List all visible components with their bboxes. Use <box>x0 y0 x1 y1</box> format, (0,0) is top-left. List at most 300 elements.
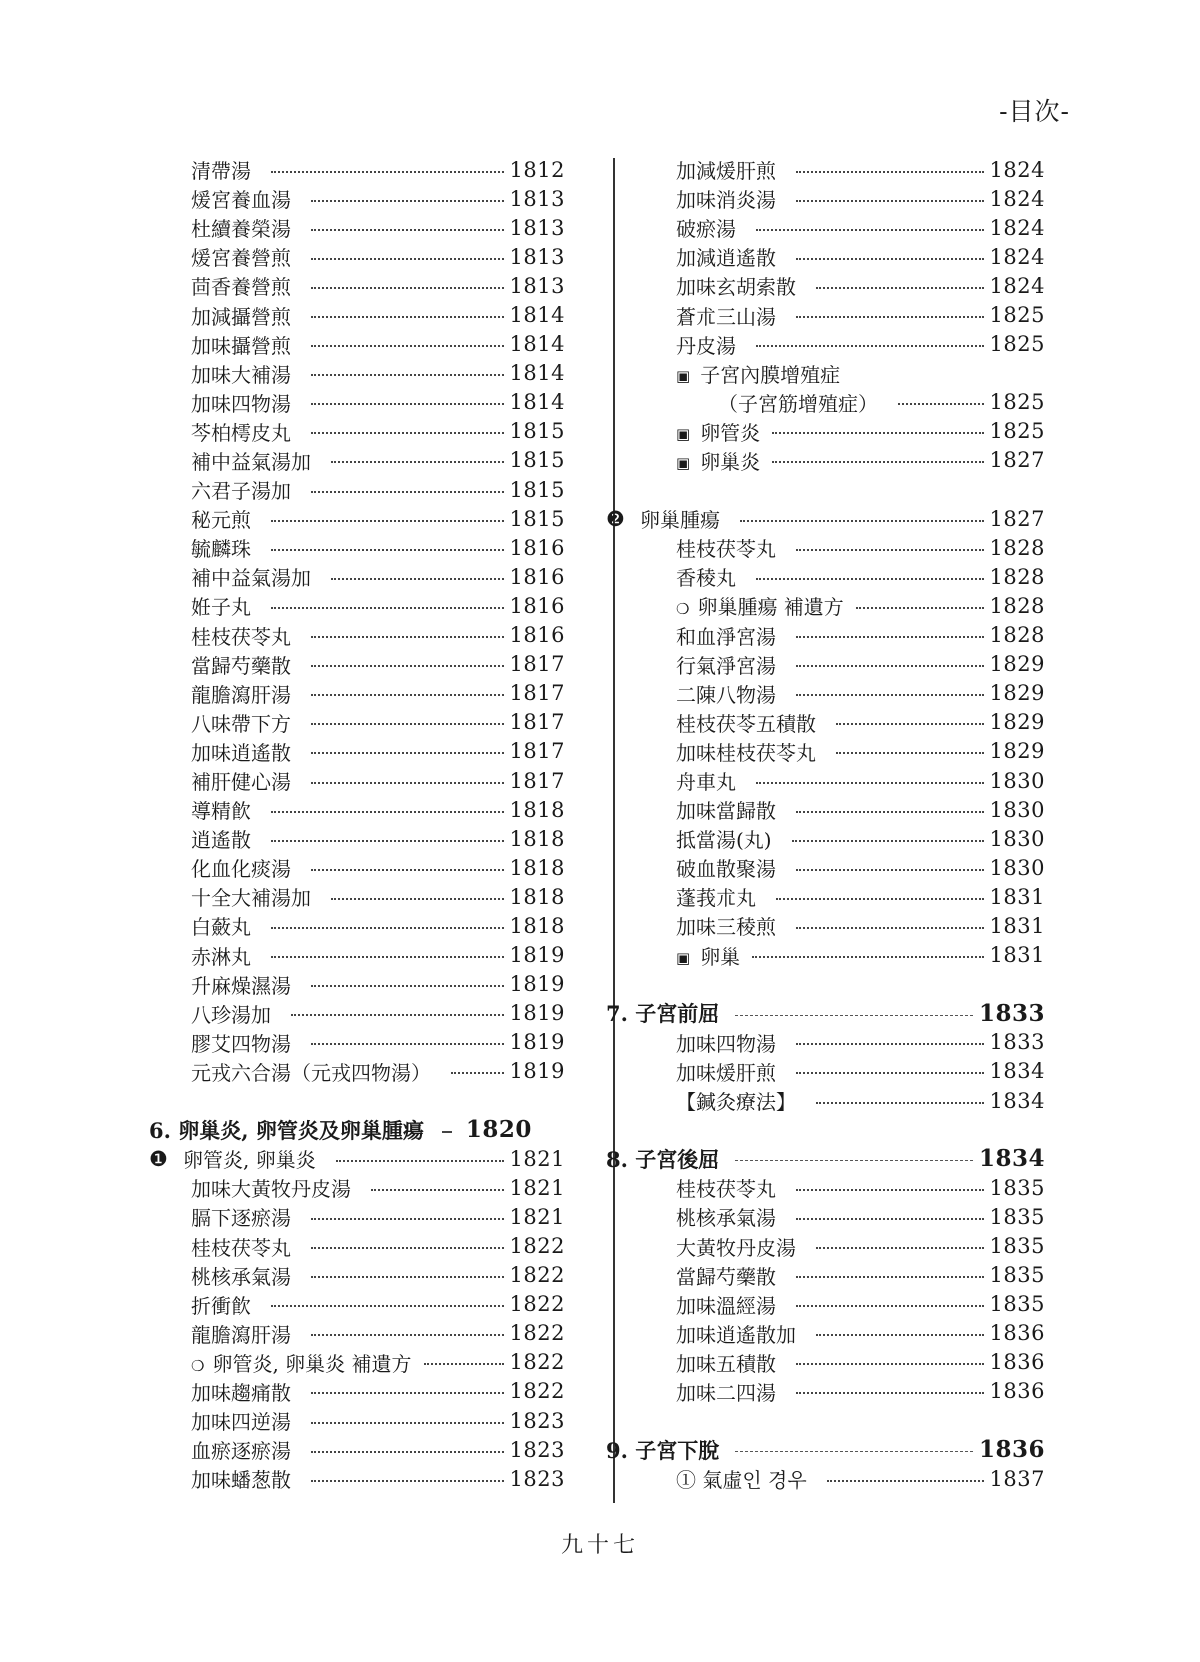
entry-title: 6. 卵巢炎, 卵管炎及卵巢腫瘍 <box>149 1117 424 1143</box>
leader-dots <box>796 665 984 667</box>
entry-title: 8. 子宮後屈 <box>606 1146 720 1172</box>
page-number: 1824 <box>989 244 1045 269</box>
page-number: 1819 <box>509 943 565 968</box>
leader-dots <box>311 403 504 405</box>
page-number: 1822 <box>509 1321 565 1346</box>
toc-entry[interactable] <box>155 533 565 562</box>
leader-dots <box>271 520 504 522</box>
entry-title: 導精飮 <box>191 799 251 824</box>
toc-entry[interactable] <box>640 184 1045 213</box>
leader-dots <box>772 432 983 434</box>
leader-dots <box>796 549 984 551</box>
page-number: 1815 <box>509 477 565 502</box>
toc-entry[interactable] <box>155 999 565 1028</box>
leader-dots <box>796 1276 984 1278</box>
leader-dots <box>311 1480 504 1482</box>
toc-entry[interactable] <box>640 1086 1045 1115</box>
entry-title: ▣ 卵巢炎 <box>676 449 761 474</box>
toc-entry[interactable] <box>155 446 565 475</box>
toc-right-column <box>606 155 1045 1493</box>
leader-dots <box>311 287 504 289</box>
leader-dots <box>291 1014 504 1016</box>
leader-dots <box>735 1015 973 1016</box>
toc-entry[interactable] <box>155 417 565 446</box>
entry-title: 加味消炎湯 <box>676 188 776 213</box>
page-number: 1813 <box>509 215 565 240</box>
toc-entry[interactable] <box>640 882 1045 911</box>
leader-dots <box>271 811 504 813</box>
spacer <box>640 1406 1045 1435</box>
page-number: 1812 <box>509 157 565 182</box>
toc-entry[interactable] <box>155 795 565 824</box>
toc-entry[interactable] <box>155 1231 565 1260</box>
entry-title: 加味四物湯 <box>676 1031 776 1056</box>
leader-dots <box>311 985 504 987</box>
toc-entry[interactable] <box>155 242 565 271</box>
entry-title: 丹皮湯 <box>676 333 736 358</box>
page-number: 1836 <box>989 1379 1045 1404</box>
leader-dots <box>311 1247 504 1249</box>
toc-entry[interactable] <box>155 1290 565 1319</box>
square-bullet-icon: ▣ <box>676 366 691 385</box>
entry-title: 秘元煎 <box>191 508 251 533</box>
circled-number: ❷ <box>606 506 625 531</box>
leader-dots <box>796 1363 984 1365</box>
leader-dots <box>898 403 984 405</box>
leader-dots <box>796 1392 984 1394</box>
toc-entry[interactable] <box>155 1435 565 1464</box>
leader-dots <box>311 636 504 638</box>
spacer <box>640 970 1045 999</box>
leader-dots <box>756 782 984 784</box>
toc-entry[interactable] <box>640 533 1045 562</box>
entry-title: 桂枝茯苓丸 <box>191 624 291 649</box>
toc-entry[interactable] <box>155 737 565 766</box>
page-number: 1831 <box>989 943 1045 968</box>
entry-title: 白蘞丸 <box>191 915 251 940</box>
page-number: 1819 <box>509 1001 565 1026</box>
leader-dots <box>796 258 984 260</box>
leader-dots <box>796 200 984 202</box>
entry-title: 桂枝茯苓五積散 <box>676 711 816 736</box>
toc-entry[interactable] <box>155 213 565 242</box>
entry-title: 加味三稜煎 <box>676 915 776 940</box>
leader-dots <box>311 665 504 667</box>
page-number: 1813 <box>509 186 565 211</box>
toc-entry[interactable] <box>640 417 1045 446</box>
leader-dots <box>740 520 984 522</box>
toc-entry[interactable] <box>640 1319 1045 1348</box>
ring-bullet-icon: ❍ <box>191 1356 205 1375</box>
toc-entry[interactable] <box>640 853 1045 882</box>
toc-entry[interactable] <box>640 1028 1045 1057</box>
entry-title: 加味蟠葱散 <box>191 1468 291 1493</box>
leader-dots <box>756 229 984 231</box>
leader-dots <box>311 374 504 376</box>
page-number: 1817 <box>509 768 565 793</box>
entry-title: 舟車丸 <box>676 770 736 795</box>
entry-title: 八珍湯加 <box>191 1002 271 1027</box>
page-number: 1836 <box>989 1350 1045 1375</box>
leader-dots <box>856 607 984 609</box>
toc-entry[interactable] <box>155 941 565 970</box>
page-number: 1817 <box>509 710 565 735</box>
entry-title: 八味帶下方 <box>191 711 291 736</box>
entry-title: 加減煖肝煎 <box>676 159 776 184</box>
entry-title: 血瘀逐瘀湯 <box>191 1439 291 1464</box>
leader-dots <box>424 1363 504 1365</box>
entry-title: ① 氣虛인 경우 <box>676 1468 807 1493</box>
entry-title: 煖宮養營煎 <box>191 246 291 271</box>
toc-entry[interactable] <box>640 1173 1045 1202</box>
toc-entry[interactable] <box>155 1028 565 1057</box>
entry-title: 加味大黃牧丹皮湯 <box>191 1177 351 1202</box>
entry-title: 杜續養榮湯 <box>191 217 291 242</box>
toc-entry[interactable] <box>640 650 1045 679</box>
toc-entry[interactable] <box>155 1057 565 1086</box>
leader-dots <box>311 1451 504 1453</box>
leader-dots <box>796 1189 984 1191</box>
entry-title: 抵當湯(丸) <box>676 828 772 853</box>
page-number: 1828 <box>989 593 1045 618</box>
page-number: 1834 <box>989 1088 1045 1113</box>
page-number: 1815 <box>509 419 565 444</box>
page-number: 1830 <box>989 797 1045 822</box>
page-number: 1822 <box>509 1263 565 1288</box>
page-number: 1822 <box>509 1350 565 1375</box>
section-heading[interactable] <box>606 1144 1045 1173</box>
leader-dots <box>311 200 504 202</box>
toc-entry[interactable] <box>155 882 565 911</box>
page-number: 1836 <box>989 1321 1045 1346</box>
leader-dots <box>336 1160 504 1162</box>
leader-dots <box>371 1189 504 1191</box>
leader-dots <box>772 461 983 463</box>
page-number: 1825 <box>989 419 1045 444</box>
toc-entry[interactable] <box>155 1377 565 1406</box>
entry-title: 加味溫經湯 <box>676 1293 776 1318</box>
leader-dots <box>311 1334 504 1336</box>
entry-title: 桂枝茯苓丸 <box>191 1235 291 1260</box>
page-number: 1823 <box>509 1437 565 1462</box>
toc-entry[interactable] <box>640 271 1045 300</box>
leader-dots <box>442 1131 452 1133</box>
page-number: 1814 <box>509 390 565 415</box>
page-number: 1833 <box>989 1030 1045 1055</box>
toc-entry[interactable] <box>640 766 1045 795</box>
entry-title: 加味玄胡索散 <box>676 275 796 300</box>
entry-title: 清帶湯 <box>191 159 251 184</box>
toc-entry[interactable] <box>155 300 565 329</box>
toc-entry[interactable] <box>155 359 565 388</box>
page-number: 1814 <box>509 332 565 357</box>
leader-dots <box>796 1305 984 1307</box>
toc-entry[interactable] <box>155 184 565 213</box>
toc-entry[interactable] <box>155 853 565 882</box>
toc-entry[interactable] <box>640 1202 1045 1231</box>
leader-dots <box>271 171 504 173</box>
leader-dots <box>796 1072 984 1074</box>
page-number: 1824 <box>989 186 1045 211</box>
leader-dots <box>271 549 504 551</box>
toc-entry[interactable] <box>640 300 1045 329</box>
page-number: 1824 <box>989 215 1045 240</box>
toc-entry[interactable] <box>640 213 1045 242</box>
page-number: 1823 <box>509 1408 565 1433</box>
entry-title: 桃核承氣湯 <box>191 1264 291 1289</box>
toc-entry[interactable] <box>155 824 565 853</box>
column-divider <box>613 158 615 1503</box>
toc-entry[interactable] <box>155 621 565 650</box>
leader-dots <box>311 1422 504 1424</box>
toc-entry[interactable] <box>640 562 1045 591</box>
page-number: 1828 <box>989 535 1045 560</box>
page-number: 1828 <box>989 623 1045 648</box>
page-number: 1821 <box>509 1175 565 1200</box>
toc-entry[interactable] <box>155 388 565 417</box>
spacer <box>640 1115 1045 1144</box>
leader-dots <box>816 287 984 289</box>
leader-dots <box>816 1102 984 1104</box>
entry-title: 加減逍遙散 <box>676 246 776 271</box>
entry-title: 加味逍遙散 <box>191 740 291 765</box>
entry-title: 逍遙散 <box>191 828 251 853</box>
toc-entry[interactable] <box>155 1261 565 1290</box>
toc-entry[interactable] <box>640 824 1045 853</box>
leader-dots <box>836 752 984 754</box>
leader-dots <box>796 1043 984 1045</box>
toc-entry[interactable] <box>640 941 1045 970</box>
ring-bullet-icon: ❍ <box>676 600 690 619</box>
page-number: 1825 <box>989 390 1045 415</box>
page-number: 1834 <box>978 1145 1045 1173</box>
entry-title: 桂枝茯苓丸 <box>676 537 776 562</box>
page-number: 1818 <box>509 855 565 880</box>
page-number: 1817 <box>509 681 565 706</box>
toc-entry[interactable] <box>640 1231 1045 1260</box>
entry-title: 煖宮養血湯 <box>191 188 291 213</box>
page-number: 1824 <box>989 273 1045 298</box>
page-number: 1827 <box>989 448 1045 473</box>
page-number: 1829 <box>989 652 1045 677</box>
leader-dots <box>827 1480 984 1482</box>
toc-entry[interactable] <box>640 708 1045 737</box>
page-number: 1818 <box>509 797 565 822</box>
toc-entry[interactable] <box>606 504 1045 533</box>
entry-title: ❍ 卵管炎, 卵巢炎 補遺方 <box>191 1351 412 1376</box>
toc-entry[interactable] <box>155 475 565 504</box>
page-number: 1822 <box>509 1292 565 1317</box>
leader-dots <box>756 345 984 347</box>
entry-title: 破瘀湯 <box>676 217 736 242</box>
leader-dots <box>311 1218 504 1220</box>
page-number: 1813 <box>509 244 565 269</box>
toc-entry[interactable] <box>640 330 1045 359</box>
leader-dots <box>451 1072 504 1074</box>
toc-entry[interactable] <box>155 766 565 795</box>
toc-entry[interactable] <box>149 1144 565 1173</box>
toc-entry[interactable] <box>640 591 1045 620</box>
page-number: 1831 <box>989 913 1045 938</box>
toc-entry[interactable] <box>640 679 1045 708</box>
page-number: 1813 <box>509 273 565 298</box>
entry-title: 7. 子宮前屈 <box>606 1001 720 1027</box>
leader-dots <box>311 258 504 260</box>
page-number: 1830 <box>989 855 1045 880</box>
entry-title: 加減攝營煎 <box>191 304 291 329</box>
page-number: 1820 <box>465 1116 532 1144</box>
toc-entry[interactable] <box>640 155 1045 184</box>
page-number: 1816 <box>509 593 565 618</box>
leader-dots <box>271 956 504 958</box>
toc-entry[interactable] <box>640 359 1045 388</box>
leader-dots <box>792 840 984 842</box>
leader-dots <box>311 869 504 871</box>
page-number: 1816 <box>509 535 565 560</box>
toc-entry[interactable] <box>155 1348 565 1377</box>
page-number: 1831 <box>989 884 1045 909</box>
toc-entry[interactable] <box>640 621 1045 650</box>
toc-entry[interactable] <box>155 1464 565 1493</box>
toc-entry[interactable] <box>155 155 565 184</box>
leader-dots <box>816 1247 984 1249</box>
toc-entry[interactable] <box>155 911 565 940</box>
leader-dots <box>331 898 504 900</box>
leader-dots <box>271 927 504 929</box>
section-heading[interactable] <box>149 1115 565 1144</box>
entry-title: 龍膽瀉肝湯 <box>191 682 291 707</box>
entry-title: 卵巢腫瘍 <box>640 508 720 533</box>
page-number: 1814 <box>509 361 565 386</box>
toc-entry[interactable] <box>640 737 1045 766</box>
leader-dots <box>796 1218 984 1220</box>
entry-title: 二陳八物湯 <box>676 682 776 707</box>
leader-dots <box>776 898 984 900</box>
page-number: 1829 <box>989 739 1045 764</box>
entry-title: 六君子湯加 <box>191 479 291 504</box>
page-number: 1819 <box>509 1059 565 1084</box>
toc-entry[interactable] <box>155 591 565 620</box>
page-number: 1825 <box>989 332 1045 357</box>
toc-entry[interactable] <box>155 1319 565 1348</box>
leader-dots <box>756 578 984 580</box>
page-number: 1829 <box>989 681 1045 706</box>
leader-dots <box>796 811 984 813</box>
leader-dots <box>796 927 984 929</box>
spacer <box>640 475 1045 504</box>
entry-title: 蒼朮三山湯 <box>676 304 776 329</box>
page-number: 1828 <box>989 564 1045 589</box>
page-number: 九十七 <box>560 1533 639 1558</box>
entry-title: 桃核承氣湯 <box>676 1206 776 1231</box>
page-number: 1835 <box>989 1175 1045 1200</box>
toc-entry[interactable] <box>640 1464 1045 1493</box>
toc-entry[interactable] <box>640 1290 1045 1319</box>
entry-title: ▣ 卵巢 <box>676 944 741 969</box>
entry-title: 加味煖肝煎 <box>676 1060 776 1085</box>
leader-dots <box>735 1451 973 1452</box>
entry-title: 加味四逆湯 <box>191 1410 291 1435</box>
toc-entry[interactable] <box>640 1377 1045 1406</box>
circled-number: ❶ <box>149 1146 168 1171</box>
toc-entry[interactable] <box>155 271 565 300</box>
toc-entry[interactable] <box>640 911 1045 940</box>
toc-entry[interactable] <box>155 1202 565 1231</box>
entry-title: 化血化痰湯 <box>191 857 291 882</box>
page-number: 1817 <box>509 739 565 764</box>
leader-dots <box>271 1305 504 1307</box>
page-number: 1823 <box>509 1466 565 1491</box>
leader-dots <box>311 1276 504 1278</box>
entry-title: 毓麟珠 <box>191 537 251 562</box>
leader-dots <box>311 782 504 784</box>
page-number: 1816 <box>509 623 565 648</box>
square-bullet-icon: ▣ <box>676 453 691 472</box>
toc-entry[interactable] <box>155 1406 565 1435</box>
leader-dots <box>796 869 984 871</box>
page-number: 1818 <box>509 913 565 938</box>
page-number: 1819 <box>509 1030 565 1055</box>
toc-entry[interactable] <box>155 650 565 679</box>
entry-title: ▣ 卵管炎 <box>676 420 761 445</box>
entry-title: 和血淨宮湯 <box>676 624 776 649</box>
toc-entry[interactable] <box>640 388 1045 417</box>
toc-entry[interactable] <box>155 679 565 708</box>
toc-entry[interactable] <box>155 330 565 359</box>
page-number: 1825 <box>989 303 1045 328</box>
toc-entry[interactable] <box>640 446 1045 475</box>
entry-title: 芩柏樗皮丸 <box>191 420 291 445</box>
page-number: 1818 <box>509 826 565 851</box>
leader-dots <box>836 723 984 725</box>
spacer <box>155 1086 565 1115</box>
page-number: 1814 <box>509 303 565 328</box>
leader-dots <box>311 723 504 725</box>
toc-entry[interactable] <box>155 504 565 533</box>
section-heading[interactable] <box>606 1435 1045 1464</box>
leader-dots <box>796 171 984 173</box>
page-header: -目次- <box>999 97 1070 126</box>
toc-entry[interactable] <box>155 562 565 591</box>
leader-dots <box>331 578 504 580</box>
toc-entry[interactable] <box>155 1173 565 1202</box>
toc-entry[interactable] <box>640 1261 1045 1290</box>
page-number: 1821 <box>509 1146 565 1171</box>
entry-title: 9. 子宮下脫 <box>606 1437 720 1463</box>
toc-entry[interactable] <box>640 242 1045 271</box>
toc-left-column <box>149 155 565 1493</box>
entry-title: 補中益氣湯加 <box>191 566 311 591</box>
entry-title: 大黃牧丹皮湯 <box>676 1235 796 1260</box>
section-heading[interactable] <box>606 999 1045 1028</box>
entry-title: 香稜丸 <box>676 566 736 591</box>
toc-entry[interactable] <box>640 1348 1045 1377</box>
entry-title: 赤淋丸 <box>191 944 251 969</box>
toc-entry[interactable] <box>155 970 565 999</box>
entry-title: 十全大補湯加 <box>191 886 311 911</box>
leader-dots <box>735 1160 973 1161</box>
toc-entry[interactable] <box>640 795 1045 824</box>
toc-entry[interactable] <box>640 1057 1045 1086</box>
page-number: 1835 <box>989 1292 1045 1317</box>
leader-dots <box>816 1334 984 1336</box>
page-number: 1816 <box>509 564 565 589</box>
page-number: 1835 <box>989 1234 1045 1259</box>
page-number: 1818 <box>509 884 565 909</box>
entry-title: 升麻燥濕湯 <box>191 973 291 998</box>
toc-entry[interactable] <box>155 708 565 737</box>
entry-title: 加味四物湯 <box>191 391 291 416</box>
